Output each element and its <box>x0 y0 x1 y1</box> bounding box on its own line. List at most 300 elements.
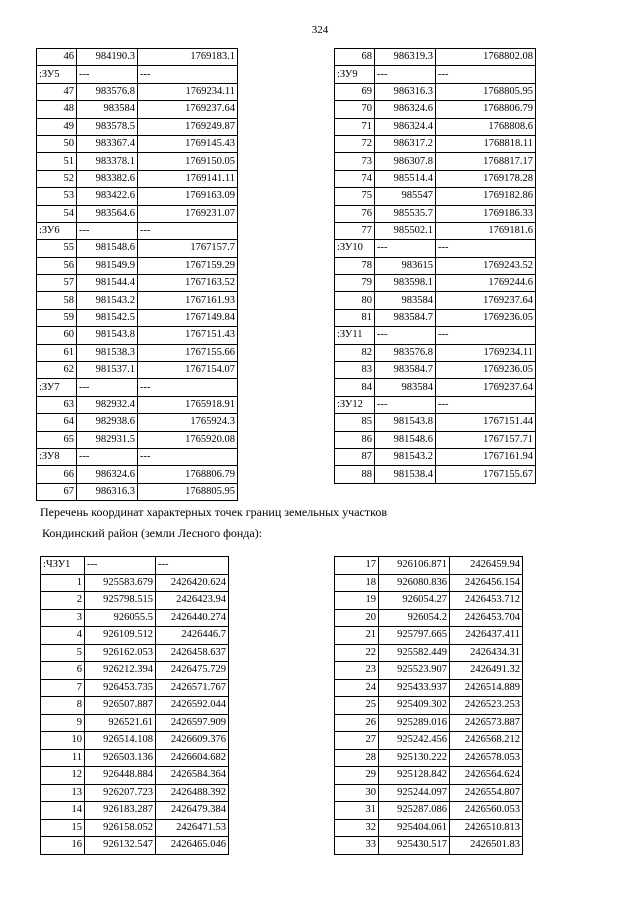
table-row <box>37 362 238 379</box>
parcel-header-row <box>37 66 238 83</box>
point-number-cell: 2 <box>41 592 85 610</box>
y-coordinate-cell: 2426568.212 <box>450 732 523 750</box>
point-number-cell: 60 <box>37 327 77 344</box>
table-row <box>41 697 229 715</box>
y-coordinate-cell: 2426475.729 <box>156 662 229 680</box>
y-coordinate-cell: 1769163.09 <box>138 188 238 205</box>
table-row <box>37 483 238 500</box>
table-row <box>37 188 238 205</box>
coordinates-table-left-bottom <box>40 556 229 855</box>
x-coordinate-cell: 925128.842 <box>379 767 450 785</box>
y-coordinate-cell: 2426479.384 <box>156 802 229 820</box>
table-row <box>335 714 523 732</box>
table-row <box>41 574 229 592</box>
y-coordinate-cell: 2426491.32 <box>450 662 523 680</box>
table-row <box>335 170 536 187</box>
point-number-cell: 12 <box>41 767 85 785</box>
x-coordinate-cell: 982931.5 <box>77 431 138 448</box>
point-number-cell: 83 <box>335 362 375 379</box>
table-row <box>335 749 523 767</box>
section-heading: Перечень координат характерных точек границ земельных участков <box>40 505 387 519</box>
coordinates-table-right-top <box>334 48 536 484</box>
y-coordinate-cell: 2426597.909 <box>156 714 229 732</box>
table-row <box>335 697 523 715</box>
table-row <box>335 414 536 431</box>
point-number-cell: 5 <box>41 644 85 662</box>
y-coordinate-cell: 1769234.11 <box>138 83 238 100</box>
y-coordinate-cell: 1767154.07 <box>138 362 238 379</box>
x-coordinate-cell: 926055.5 <box>85 609 156 627</box>
x-coordinate-cell: 981548.6 <box>375 431 436 448</box>
point-number-cell: 19 <box>335 592 379 610</box>
x-coordinate-cell: 983576.8 <box>375 344 436 361</box>
y-coordinate-cell: 1765924.3 <box>138 414 238 431</box>
x-coordinate-cell: 981549.9 <box>77 257 138 274</box>
x-coordinate-cell: 986324.6 <box>375 101 436 118</box>
point-number-cell: 77 <box>335 222 375 239</box>
point-number-cell: 69 <box>335 83 375 100</box>
y-coordinate-cell: 2426456.154 <box>450 574 523 592</box>
table-row <box>37 431 238 448</box>
table-row <box>335 802 523 820</box>
point-number-cell: 55 <box>37 240 77 257</box>
point-number-cell: 13 <box>41 784 85 802</box>
table-row <box>37 327 238 344</box>
point-number-cell: 21 <box>335 627 379 645</box>
table-row <box>335 379 536 396</box>
point-number-cell: 51 <box>37 153 77 170</box>
y-coordinate-cell: 1767151.44 <box>436 414 536 431</box>
table-row <box>335 574 523 592</box>
y-coordinate-cell: 1769237.64 <box>436 379 536 396</box>
x-coordinate-cell: 925244.097 <box>379 784 450 802</box>
point-number-cell: 49 <box>37 118 77 135</box>
parcel-header-row <box>37 448 238 465</box>
table-row <box>335 205 536 222</box>
table-row <box>335 153 536 170</box>
x-coordinate-cell: 925523.907 <box>379 662 450 680</box>
x-coordinate-cell: 925582.449 <box>379 644 450 662</box>
x-coordinate-cell: 986317.2 <box>375 135 436 152</box>
y-coordinate-cell: 2426437.411 <box>450 627 523 645</box>
x-coordinate-cell: 925289.016 <box>379 714 450 732</box>
table-row <box>41 644 229 662</box>
y-coordinate-cell: 1767157.7 <box>138 240 238 257</box>
parcel-header-row <box>37 379 238 396</box>
x-coordinate-cell: 986324.6 <box>77 466 138 483</box>
table-row <box>41 819 229 837</box>
parcel-header-row <box>335 66 536 83</box>
table-row <box>41 784 229 802</box>
y-coordinate-cell: 2426458.637 <box>156 644 229 662</box>
y-coordinate-cell: 1769249.87 <box>138 118 238 135</box>
table-row <box>37 275 238 292</box>
table-row <box>335 784 523 802</box>
x-coordinate-cell: 926514.108 <box>85 732 156 750</box>
x-coordinate-cell: 925797.665 <box>379 627 450 645</box>
point-number-cell: 16 <box>41 837 85 855</box>
point-number-cell: 76 <box>335 205 375 222</box>
point-number-cell: 80 <box>335 292 375 309</box>
point-number-cell: 64 <box>37 414 77 431</box>
table-row <box>335 767 523 785</box>
table-row <box>335 49 536 66</box>
y-coordinate-cell: 2426564.624 <box>450 767 523 785</box>
point-number-cell: 78 <box>335 257 375 274</box>
x-coordinate-cell: 983367.4 <box>77 135 138 152</box>
point-number-cell: 54 <box>37 205 77 222</box>
x-coordinate-cell: 925130.222 <box>379 749 450 767</box>
point-number-cell: 32 <box>335 819 379 837</box>
table-row <box>37 240 238 257</box>
parcel-header-row <box>335 396 536 413</box>
x-coordinate-cell: 986316.3 <box>375 83 436 100</box>
x-coordinate-cell: 983598.1 <box>375 275 436 292</box>
point-number-cell: 7 <box>41 679 85 697</box>
table-row <box>37 49 238 66</box>
y-coordinate-cell: 2426453.704 <box>450 609 523 627</box>
table-row <box>37 205 238 222</box>
point-number-cell: 58 <box>37 292 77 309</box>
table-row <box>37 396 238 413</box>
x-coordinate-cell: 926080.836 <box>379 574 450 592</box>
x-coordinate-cell: 981542.5 <box>77 309 138 326</box>
x-coordinate-cell: 983422.6 <box>77 188 138 205</box>
point-number-cell: 10 <box>41 732 85 750</box>
point-number-cell: 88 <box>335 466 375 483</box>
point-number-cell: 1 <box>41 574 85 592</box>
table-row <box>335 644 523 662</box>
section-subheading: Кондинский район (земли Лесного фонда): <box>42 526 263 540</box>
point-number-cell: 18 <box>335 574 379 592</box>
x-coordinate-cell: --- <box>77 66 138 83</box>
table-row <box>37 153 238 170</box>
y-coordinate-cell: 1769236.05 <box>436 362 536 379</box>
x-coordinate-cell: 985514.4 <box>375 170 436 187</box>
point-number-cell: 86 <box>335 431 375 448</box>
x-coordinate-cell: 926054.2 <box>379 609 450 627</box>
x-coordinate-cell: --- <box>375 240 436 257</box>
x-coordinate-cell: 926453.735 <box>85 679 156 697</box>
parcel-label-cell: :ЗУ10 <box>335 240 375 257</box>
y-coordinate-cell: 2426604.682 <box>156 749 229 767</box>
y-coordinate-cell: 1765918.91 <box>138 396 238 413</box>
x-coordinate-cell: 982932.4 <box>77 396 138 413</box>
point-number-cell: 17 <box>335 557 379 575</box>
x-coordinate-cell: 981537.1 <box>77 362 138 379</box>
point-number-cell: 48 <box>37 101 77 118</box>
point-number-cell: 4 <box>41 627 85 645</box>
y-coordinate-cell: 2426459.94 <box>450 557 523 575</box>
x-coordinate-cell: --- <box>375 396 436 413</box>
point-number-cell: 85 <box>335 414 375 431</box>
y-coordinate-cell: --- <box>138 379 238 396</box>
x-coordinate-cell: 983584.7 <box>375 362 436 379</box>
y-coordinate-cell: 2426523.253 <box>450 697 523 715</box>
y-coordinate-cell: 1769231.07 <box>138 205 238 222</box>
table-row <box>37 466 238 483</box>
x-coordinate-cell: 926503.136 <box>85 749 156 767</box>
x-coordinate-cell: 926507.887 <box>85 697 156 715</box>
y-coordinate-cell: 1769237.64 <box>436 292 536 309</box>
y-coordinate-cell: 1769181.6 <box>436 222 536 239</box>
x-coordinate-cell: 926162.053 <box>85 644 156 662</box>
y-coordinate-cell: 1767159.29 <box>138 257 238 274</box>
point-number-cell: 65 <box>37 431 77 448</box>
x-coordinate-cell: 926158.052 <box>85 819 156 837</box>
parcel-label-cell: :ЗУ7 <box>37 379 77 396</box>
point-number-cell: 31 <box>335 802 379 820</box>
parcel-label-cell: :ЧЗУ1 <box>41 557 85 575</box>
table-row <box>335 275 536 292</box>
y-coordinate-cell: 2426584.364 <box>156 767 229 785</box>
parcel-header-row <box>335 327 536 344</box>
point-number-cell: 61 <box>37 344 77 361</box>
point-number-cell: 67 <box>37 483 77 500</box>
x-coordinate-cell: 984190.3 <box>77 49 138 66</box>
y-coordinate-cell: 2426514.889 <box>450 679 523 697</box>
x-coordinate-cell: 981548.6 <box>77 240 138 257</box>
parcel-label-cell: :ЗУ6 <box>37 222 77 239</box>
table-row <box>335 222 536 239</box>
x-coordinate-cell: 926054.27 <box>379 592 450 610</box>
table-row <box>335 83 536 100</box>
x-coordinate-cell: --- <box>85 557 156 575</box>
point-number-cell: 26 <box>335 714 379 732</box>
table-row <box>41 767 229 785</box>
y-coordinate-cell: 1768805.95 <box>138 483 238 500</box>
table-row <box>37 170 238 187</box>
y-coordinate-cell: 1769234.11 <box>436 344 536 361</box>
x-coordinate-cell: 986324.4 <box>375 118 436 135</box>
x-coordinate-cell: 983576.8 <box>77 83 138 100</box>
table-row <box>335 557 523 575</box>
y-coordinate-cell: 2426571.767 <box>156 679 229 697</box>
point-number-cell: 20 <box>335 609 379 627</box>
x-coordinate-cell: 925583.679 <box>85 574 156 592</box>
y-coordinate-cell: 1767149.84 <box>138 309 238 326</box>
table-row <box>335 448 536 465</box>
y-coordinate-cell: 2426578.053 <box>450 749 523 767</box>
y-coordinate-cell: 2426423.94 <box>156 592 229 610</box>
y-coordinate-cell: --- <box>436 66 536 83</box>
table-row <box>41 732 229 750</box>
x-coordinate-cell: 925287.086 <box>379 802 450 820</box>
y-coordinate-cell: 1769141.11 <box>138 170 238 187</box>
table-row <box>37 344 238 361</box>
table-row <box>37 83 238 100</box>
y-coordinate-cell: 1768817.17 <box>436 153 536 170</box>
y-coordinate-cell: 1769150.05 <box>138 153 238 170</box>
x-coordinate-cell: 926521.61 <box>85 714 156 732</box>
point-number-cell: 79 <box>335 275 375 292</box>
x-coordinate-cell: 926106.871 <box>379 557 450 575</box>
table-row <box>335 732 523 750</box>
point-number-cell: 82 <box>335 344 375 361</box>
x-coordinate-cell: 926132.547 <box>85 837 156 855</box>
y-coordinate-cell: 1767155.66 <box>138 344 238 361</box>
x-coordinate-cell: 981543.2 <box>77 292 138 309</box>
table-row <box>37 414 238 431</box>
table-row <box>37 118 238 135</box>
y-coordinate-cell: 2426420.624 <box>156 574 229 592</box>
x-coordinate-cell: 981543.8 <box>77 327 138 344</box>
x-coordinate-cell: --- <box>375 66 436 83</box>
parcel-label-cell: :ЗУ11 <box>335 327 375 344</box>
point-number-cell: 84 <box>335 379 375 396</box>
table-row <box>41 802 229 820</box>
table-row <box>335 135 536 152</box>
point-number-cell: 9 <box>41 714 85 732</box>
y-coordinate-cell: 1769182.86 <box>436 188 536 205</box>
point-number-cell: 72 <box>335 135 375 152</box>
point-number-cell: 22 <box>335 644 379 662</box>
y-coordinate-cell: 2426592.044 <box>156 697 229 715</box>
point-number-cell: 47 <box>37 83 77 100</box>
table-row <box>41 837 229 855</box>
table-row <box>41 679 229 697</box>
table-row <box>335 609 523 627</box>
x-coordinate-cell: --- <box>77 222 138 239</box>
x-coordinate-cell: 986307.8 <box>375 153 436 170</box>
coordinates-table-left-top <box>36 48 238 501</box>
parcel-label-cell: :ЗУ5 <box>37 66 77 83</box>
x-coordinate-cell: 981543.8 <box>375 414 436 431</box>
x-coordinate-cell: 926207.723 <box>85 784 156 802</box>
y-coordinate-cell: 1767155.67 <box>436 466 536 483</box>
point-number-cell: 30 <box>335 784 379 802</box>
point-number-cell: 57 <box>37 275 77 292</box>
x-coordinate-cell: --- <box>77 379 138 396</box>
x-coordinate-cell: 985502.1 <box>375 222 436 239</box>
y-coordinate-cell: 2426488.392 <box>156 784 229 802</box>
y-coordinate-cell: 1768806.79 <box>138 466 238 483</box>
point-number-cell: 70 <box>335 101 375 118</box>
y-coordinate-cell: 1769178.28 <box>436 170 536 187</box>
point-number-cell: 62 <box>37 362 77 379</box>
y-coordinate-cell: --- <box>138 222 238 239</box>
y-coordinate-cell: 1767163.52 <box>138 275 238 292</box>
y-coordinate-cell: 1768805.95 <box>436 83 536 100</box>
point-number-cell: 46 <box>37 49 77 66</box>
point-number-cell: 53 <box>37 188 77 205</box>
y-coordinate-cell: --- <box>138 66 238 83</box>
y-coordinate-cell: --- <box>138 448 238 465</box>
table-row <box>41 609 229 627</box>
table-row <box>37 135 238 152</box>
point-number-cell: 3 <box>41 609 85 627</box>
y-coordinate-cell: 1769244.6 <box>436 275 536 292</box>
coordinates-table-right-bottom <box>334 556 523 855</box>
x-coordinate-cell: 926183.287 <box>85 802 156 820</box>
x-coordinate-cell: 926212.394 <box>85 662 156 680</box>
y-coordinate-cell: --- <box>436 396 536 413</box>
table-row <box>335 188 536 205</box>
y-coordinate-cell: 1768818.11 <box>436 135 536 152</box>
y-coordinate-cell: 2426465.046 <box>156 837 229 855</box>
point-number-cell: 29 <box>335 767 379 785</box>
y-coordinate-cell: 1768802.08 <box>436 49 536 66</box>
table-row <box>335 344 536 361</box>
parcel-label-cell: :ЗУ9 <box>335 66 375 83</box>
point-number-cell: 33 <box>335 837 379 855</box>
table-row <box>335 819 523 837</box>
x-coordinate-cell: --- <box>77 448 138 465</box>
x-coordinate-cell: 983584 <box>375 292 436 309</box>
table-row <box>41 714 229 732</box>
point-number-cell: 75 <box>335 188 375 205</box>
x-coordinate-cell: 983584 <box>375 379 436 396</box>
y-coordinate-cell: 2426573.887 <box>450 714 523 732</box>
x-coordinate-cell: --- <box>375 327 436 344</box>
x-coordinate-cell: 926448.884 <box>85 767 156 785</box>
parcel-label-cell: :ЗУ8 <box>37 448 77 465</box>
y-coordinate-cell: 2426609.376 <box>156 732 229 750</box>
table-row <box>37 309 238 326</box>
y-coordinate-cell: 1767151.43 <box>138 327 238 344</box>
x-coordinate-cell: 925409.302 <box>379 697 450 715</box>
x-coordinate-cell: 983615 <box>375 257 436 274</box>
point-number-cell: 63 <box>37 396 77 413</box>
x-coordinate-cell: 981538.3 <box>77 344 138 361</box>
x-coordinate-cell: 983578.5 <box>77 118 138 135</box>
y-coordinate-cell: 1769237.64 <box>138 101 238 118</box>
parcel-header-row <box>41 557 229 575</box>
x-coordinate-cell: 982938.6 <box>77 414 138 431</box>
table-row <box>335 679 523 697</box>
point-number-cell: 50 <box>37 135 77 152</box>
table-row <box>37 101 238 118</box>
table-row <box>335 466 536 483</box>
x-coordinate-cell: 985547 <box>375 188 436 205</box>
x-coordinate-cell: 926109.512 <box>85 627 156 645</box>
y-coordinate-cell: 2426510.813 <box>450 819 523 837</box>
table-row <box>41 627 229 645</box>
table-row <box>335 592 523 610</box>
table-row <box>335 837 523 855</box>
table-row <box>335 362 536 379</box>
y-coordinate-cell: 2426554.807 <box>450 784 523 802</box>
table-row <box>335 101 536 118</box>
table-row <box>41 592 229 610</box>
x-coordinate-cell: 981544.4 <box>77 275 138 292</box>
point-number-cell: 27 <box>335 732 379 750</box>
x-coordinate-cell: 925242.456 <box>379 732 450 750</box>
point-number-cell: 59 <box>37 309 77 326</box>
y-coordinate-cell: 2426434.31 <box>450 644 523 662</box>
point-number-cell: 8 <box>41 697 85 715</box>
point-number-cell: 56 <box>37 257 77 274</box>
x-coordinate-cell: 986316.3 <box>77 483 138 500</box>
point-number-cell: 28 <box>335 749 379 767</box>
point-number-cell: 74 <box>335 170 375 187</box>
parcel-header-row <box>335 240 536 257</box>
table-row <box>37 257 238 274</box>
parcel-header-row <box>37 222 238 239</box>
table-row <box>335 431 536 448</box>
point-number-cell: 71 <box>335 118 375 135</box>
table-row <box>335 309 536 326</box>
x-coordinate-cell: 986319.3 <box>375 49 436 66</box>
x-coordinate-cell: 981538.4 <box>375 466 436 483</box>
x-coordinate-cell: 985535.7 <box>375 205 436 222</box>
x-coordinate-cell: 983584 <box>77 101 138 118</box>
point-number-cell: 66 <box>37 466 77 483</box>
table-row <box>335 627 523 645</box>
y-coordinate-cell: 2426440.274 <box>156 609 229 627</box>
y-coordinate-cell: 1767161.94 <box>436 448 536 465</box>
point-number-cell: 23 <box>335 662 379 680</box>
